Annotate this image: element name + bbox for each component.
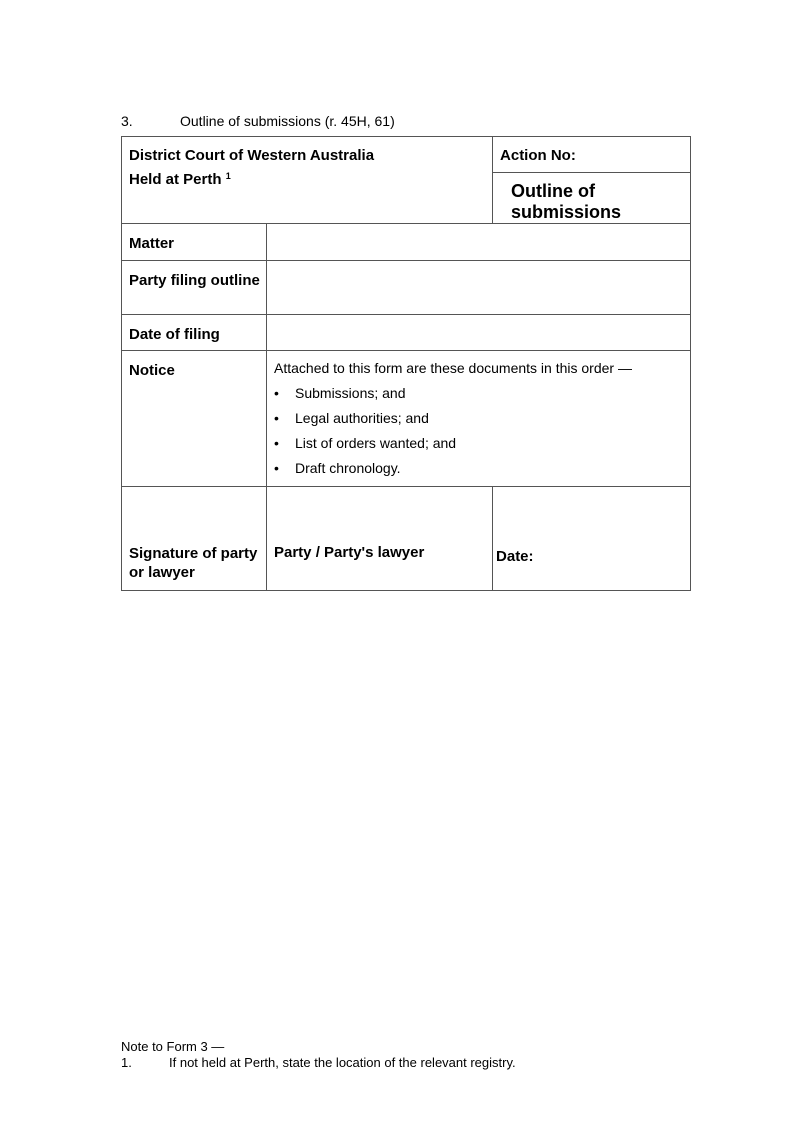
held-at <box>122 164 492 188</box>
matter-field[interactable] <box>267 224 691 261</box>
court-name: District Court of Western Australia <box>129 147 375 164</box>
date-label: Date: <box>496 548 534 565</box>
court-cell <box>122 137 493 224</box>
list-item <box>274 435 690 451</box>
notice-intro: Attached to this form are these documents in this order — <box>274 360 632 376</box>
list-item-text: Draft chronology. <box>295 460 401 476</box>
notice-label: Notice <box>129 362 175 379</box>
bullet: • <box>274 460 279 476</box>
footnote <box>121 1039 516 1071</box>
party-lawyer-label: Party / Party's lawyer <box>274 544 425 561</box>
form-number: 3. <box>121 113 133 129</box>
signature-label: Signature of party or lawyer <box>129 545 258 581</box>
list-item-text: Submissions; and <box>295 385 406 401</box>
footnote-item <box>121 1055 516 1071</box>
party-filing-label-cell <box>122 261 267 315</box>
list-item-text: Legal authorities; and <box>295 410 429 426</box>
action-no-cell[interactable] <box>493 137 691 173</box>
list-item-text: List of orders wanted; and <box>295 435 457 451</box>
signature-field[interactable] <box>267 487 493 591</box>
form-title-cell <box>493 173 691 224</box>
bullet: • <box>274 410 279 426</box>
date-of-filing-label: Date of filing <box>129 326 220 343</box>
bullet: • <box>274 385 279 401</box>
signature-label-cell <box>122 487 267 591</box>
list-item <box>274 410 690 426</box>
outline-form-table <box>121 136 691 591</box>
notice-list <box>274 385 690 476</box>
bullet: • <box>274 435 279 451</box>
footnote-number: 1. <box>121 1055 132 1070</box>
footnote-text: If not held at Perth, state the location of the relevant registry. <box>169 1055 516 1070</box>
footnote-marker: 1 <box>225 171 231 181</box>
notice-label-cell <box>122 351 267 487</box>
matter-label: Matter <box>129 235 175 252</box>
party-filing-label: Party filing outline <box>129 272 260 289</box>
party-filing-field[interactable] <box>267 261 691 315</box>
date-of-filing-label-cell <box>122 315 267 351</box>
held-at-text: Held at Perth <box>129 171 222 188</box>
date-of-filing-field[interactable] <box>267 315 691 351</box>
list-item <box>274 460 690 476</box>
notice-content <box>267 351 691 487</box>
footnote-heading: Note to Form 3 — <box>121 1039 225 1054</box>
form-heading <box>121 113 395 129</box>
action-no-label: Action No: <box>500 147 576 164</box>
matter-label-cell <box>122 224 267 261</box>
list-item <box>274 385 690 401</box>
form-title: Outline of submissions <box>511 181 622 222</box>
form-heading-title: Outline of submissions (r. 45H, 61) <box>180 113 395 129</box>
signature-date-field[interactable] <box>493 487 691 591</box>
